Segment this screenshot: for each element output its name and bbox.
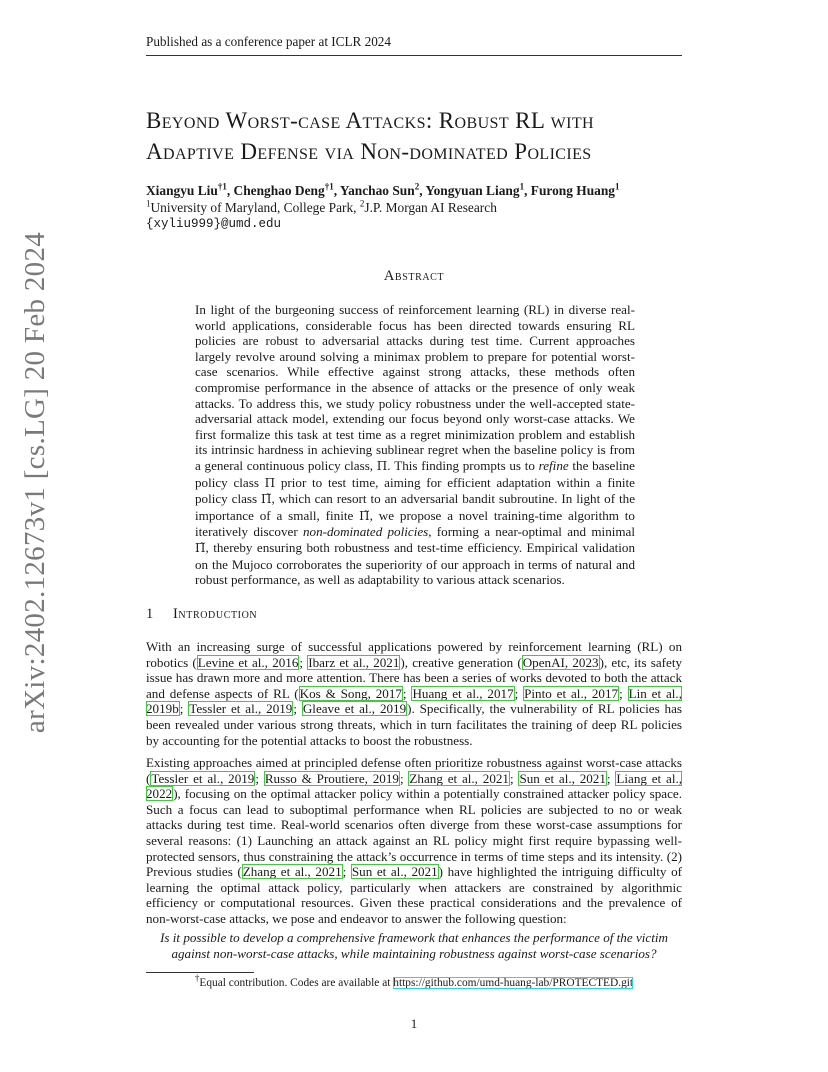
author-names: Xiangyu Liu$^{\dagger 1}$, Chenghao Deng$^{\dagger 1}$, Yanchao Sun$^2$, Yongyuan Liang$^1$, Furong Huang$^1$: [146, 181, 620, 198]
footnote-mark: †: [194, 973, 200, 984]
author-block: [146, 183, 706, 233]
citation-link[interactable]: Tessler et al., 2019: [151, 770, 255, 786]
author-mark: 2: [414, 181, 420, 192]
citation-link[interactable]: Ibarz et al., 2021: [308, 654, 400, 670]
affiliations: [146, 200, 706, 217]
arxiv-stamp: [12, 231, 60, 734]
footnote-text: Equal contribution. Codes are available at: [199, 977, 394, 989]
citation-link[interactable]: Liang et al., 2022: [146, 770, 682, 802]
affiliation: J.P. Morgan AI Research: [364, 199, 497, 215]
author-name: Xiangyu Liu: [146, 183, 218, 198]
footnote: [146, 973, 682, 990]
citation-link[interactable]: Pinto et al., 2017: [524, 685, 619, 701]
citation-link[interactable]: Sun et al., 2021: [519, 770, 606, 786]
citation-link[interactable]: Zhang et al., 2021: [242, 864, 342, 880]
page-number: 1: [410, 1016, 418, 1031]
arxiv-id: arXiv:2402.12673v1 [cs.LG] 20 Feb 2024: [19, 231, 52, 734]
section-number: 1: [146, 606, 154, 622]
research-question: Is it possible to develop a comprehensive framework that enhances the performance of the victim against non-worst-case attacks, while maintaining robustness against worst-case scenarios?: [160, 930, 668, 961]
running-header: Published as a conference paper at ICLR 2024: [146, 34, 682, 56]
abstract-heading: Abstract: [383, 268, 445, 284]
citation-link[interactable]: Levine et al., 2016: [197, 654, 299, 670]
affiliation-mark: 1: [146, 198, 151, 209]
citation-link[interactable]: OpenAI, 2023: [522, 654, 599, 670]
citation-link[interactable]: Kos & Song, 2017: [299, 685, 402, 701]
author-name: Yongyuan Liang: [425, 183, 520, 198]
citation-link[interactable]: Sun et al., 2021: [351, 864, 438, 880]
section-heading-introduction: [146, 606, 682, 623]
author-name: Furong Huang: [530, 183, 615, 198]
section-title: Introduction: [173, 606, 258, 622]
intro-paragraph-1: With an increasing surge of successful applications powered by reinforcement learning (RL) on robotics (Levine et al., 2016; Ibarz et al., 2021), creative generation (OpenAI, 2023), etc, its safety issue has drawn more and more attention. There has been a series of works devoted to both the attack and defense aspects of RL (Kos & Song, 2017; Huang et al., 2017; Pinto et al., 2017; Lin et al., 2019b; Tessler et al., 2019; Gleave et al., 2019). Specifically, the vulnerability of RL policies has been revealed under various strong threats, which in turn facilitates the training of deep RL policies by accounting for the potential attacks to boost the robustness.: [146, 639, 683, 748]
author-name: Yanchao Sun: [339, 183, 415, 198]
citation-link[interactable]: Lin et al., 2019b: [146, 685, 682, 717]
citation-link[interactable]: Gleave et al., 2019: [302, 701, 407, 717]
code-url-link[interactable]: https://github.com/umd-huang-lab/PROTECTED.git: [393, 977, 634, 989]
author-mark: †1: [217, 181, 227, 192]
author-mark: 1: [519, 181, 525, 192]
author-mark: †1: [324, 181, 334, 192]
author-email[interactable]: {xyliu999}@umd.edu: [146, 217, 282, 231]
footnote-rule: [146, 972, 254, 973]
citation-link[interactable]: Russo & Proutiere, 2019: [264, 770, 399, 786]
title-line-1: Beyond Worst-case Attacks: Robust RL with: [146, 108, 594, 133]
title-line-2: Adaptive Defense via Non-dominated Policies: [146, 139, 592, 164]
intro-paragraph-2: Existing approaches aimed at principled defense often prioritize robustness against worst-case attacks (Tessler et al., 2019; Russo & Proutiere, 2019; Zhang et al., 2021; Sun et al., 2021; Liang et al., 2022), focusing on the optimal attacker policy within a potentially constrained attacker policy space. Such a focus can lead to suboptimal performance when RL policies are subjected to no or weak attacks during test time. Real-world scenarios often diverge from these worst-case assumptions for several reasons: (1) Launching an attack against an RL policy might first require bypassing well-protected sensors, thus constraining the attack’s occurrence in terms of time steps and its intensity. (2) Previous studies (Zhang et al., 2021; Sun et al., 2021) have highlighted the intriguing difficulty of learning the optimal attack policy, particularly when attackers are constrained by algorithmic efficiency or computational resources. Given these practical considerations and the prevalence of non-worst-case attacks, we pose and endeavor to answer the following question:: [146, 755, 682, 926]
citation-link[interactable]: Tessler et al., 2019: [189, 701, 293, 717]
paper-title: [146, 105, 706, 167]
citation-link[interactable]: Zhang et al., 2021: [409, 770, 509, 786]
author-name: Chenghao Deng: [233, 183, 325, 198]
abstract-text: In light of the burgeoning success of reinforcement learning (RL) in diverse real-world applications, considerable focus has been directed towards ensuring RL policies are robust to adversarial attacks during test time. Current approaches largely revolve around solving a minimax problem to prepare for potential worst-case scenarios. While effective against strong attacks, these methods often compromise performance in the absence of attacks or the presence of only weak attacks. To address this, we study policy robustness under the well-accepted state-adversarial attack model, extending our focus beyond only worst-case attacks. We first formalize this task at test time as a regret minimization problem and establish its intrinsic hardness in achieving sublinear regret when the baseline policy is from a general continuous policy class, Π. This finding prompts us to refine the baseline policy class Π prior to test time, aiming for efficient adaptation within a finite policy class Π̃, which can resort to an adversarial bandit subroutine. In light of the importance of a small, finite Π̃, we propose a novel training-time algorithm to iteratively discover non-dominated policies, forming a near-optimal and minimal Π̃, thereby ensuring both robustness and test-time efficiency. Empirical validation on the Mujoco corroborates the superiority of our approach in terms of natural and robust performance, as well as adaptability to various attack scenarios.: [195, 302, 636, 588]
affiliation-mark: 2: [359, 198, 365, 209]
author-mark: 1: [614, 181, 620, 192]
citation-link[interactable]: Huang et al., 2017: [412, 685, 514, 701]
affiliation: University of Maryland, College Park,: [150, 199, 360, 215]
